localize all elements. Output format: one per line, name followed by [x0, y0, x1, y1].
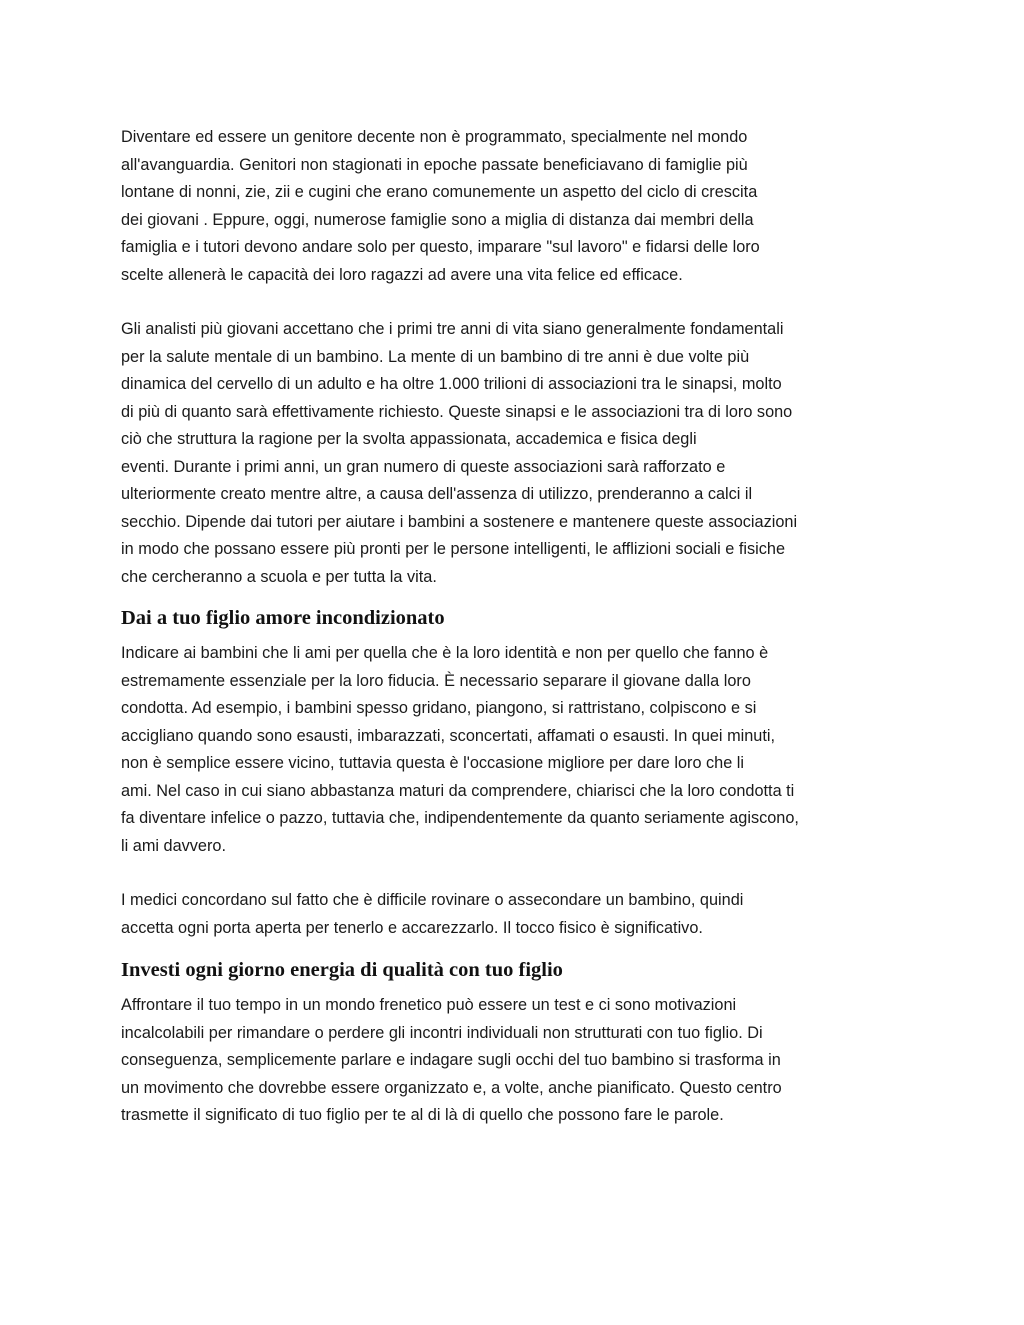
paragraph-quality-time: [121, 992, 911, 1130]
section-heading-quality-time: Investi ogni giorno energia di qualità con tuo figlio: [121, 959, 563, 981]
text-line: di più di quanto sarà effettivamente richiesto. Queste sinapsi e le associazioni tra di loro sono: [121, 402, 793, 421]
paragraph-spacer: [121, 860, 911, 887]
text-line: non è semplice essere vicino, tuttavia questa è l'occasione migliore per dare loro che li: [121, 754, 745, 772]
text-line: trasmette il significato di tuo figlio per te al di là di quello che possono fare le parole.: [121, 1106, 724, 1124]
text-line: estremamente essenziale per la loro fiducia. È necessario separare il giovane dalla loro: [121, 671, 751, 690]
text-line: un movimento che dovrebbe essere organizzato e, a volte, anche pianificato. Questo centro: [121, 1078, 782, 1097]
text-line: Gli analisti più giovani accettano che i primi tre anni di vita siano generalmente fondamentali: [121, 320, 784, 338]
text-line: Indicare ai bambini che li ami per quella che è la loro identità e non per quello che fanno è: [121, 644, 769, 662]
text-line: accigliano quando sono esausti, imbarazzati, sconcertati, affamati o esausti. In quei minuti,: [121, 726, 776, 745]
paragraph-physical-touch: [121, 887, 911, 942]
paragraph-intro: [121, 124, 911, 289]
text-line: in modo che possano essere più pronti per le persone intelligenti, le afflizioni sociali e fisiche: [121, 540, 785, 558]
text-line: conseguenza, semplicemente parlare e indagare sugli occhi del tuo bambino si trasforma in: [121, 1051, 781, 1069]
text-line: dinamica del cervello di un adulto e ha oltre 1.000 trilioni di associazioni tra le sinapsi, molto: [121, 375, 782, 393]
text-line: secchio. Dipende dai tutori per aiutare i bambini a sostenere e mantenere queste associazioni: [121, 512, 798, 531]
paragraph-brain-development: [121, 316, 911, 591]
text-line: fa diventare infelice o pazzo, tuttavia che, indipendentemente da quanto seriamente agiscono,: [121, 809, 799, 827]
text-line: Diventare ed essere un genitore decente non è programmato, specialmente nel mondo: [121, 128, 748, 146]
text-line: ami. Nel caso in cui siano abbastanza maturi da comprendere, chiarisci che la loro condotta ti: [121, 781, 795, 800]
document-page: [121, 124, 911, 1130]
text-line: eventi. Durante i primi anni, un gran numero di queste associazioni sarà rafforzato e: [121, 457, 726, 476]
text-line: li ami davvero.: [121, 836, 226, 855]
text-line: famiglia e i tutori devono andare solo per questo, imparare "sul lavoro" e fidarsi delle loro: [121, 238, 760, 256]
text-line: condotta. Ad esempio, i bambini spesso gridano, piangono, si rattristano, colpiscono e si: [121, 699, 757, 717]
text-line: incalcolabili per rimandare o perdere gli incontri individuali non strutturati con tuo figlio. Di: [121, 1023, 763, 1042]
text-line: Affrontare il tuo tempo in un mondo frenetico può essere un test e ci sono motivazioni: [121, 996, 737, 1014]
text-line: scelte allenerà le capacità dei loro ragazzi ad avere una vita felice ed efficace.: [121, 265, 683, 284]
text-line: dei giovani . Eppure, oggi, numerose famiglie sono a miglia di distanza dai membri della: [121, 210, 754, 229]
text-line: per la salute mentale di un bambino. La mente di un bambino di tre anni è due volte più: [121, 347, 750, 366]
text-line: all'avanguardia. Genitori non stagionati in epoche passate beneficiavano di famiglie più: [121, 155, 748, 174]
text-line: accetta ogni porta aperta per tenerlo e accarezzarlo. Il tocco fisico è significativo.: [121, 918, 703, 937]
text-line: che cercheranno a scuola e per tutta la vita.: [121, 567, 437, 586]
text-line: I medici concordano sul fatto che è difficile rovinare o assecondare un bambino, quindi: [121, 891, 744, 909]
text-line: ciò che struttura la ragione per la svolta appassionata, accademica e fisica degli: [121, 430, 697, 448]
text-line: ulteriormente creato mentre altre, a causa dell'assenza di utilizzo, prenderanno a calci il: [121, 485, 753, 503]
paragraph-unconditional-love: [121, 640, 911, 860]
text-line: lontane di nonni, zie, zii e cugini che erano comunemente un aspetto del ciclo di crescita: [121, 183, 758, 201]
paragraph-spacer: [121, 289, 911, 316]
section-heading-unconditional-love: Dai a tuo figlio amore incondizionato: [121, 607, 445, 629]
